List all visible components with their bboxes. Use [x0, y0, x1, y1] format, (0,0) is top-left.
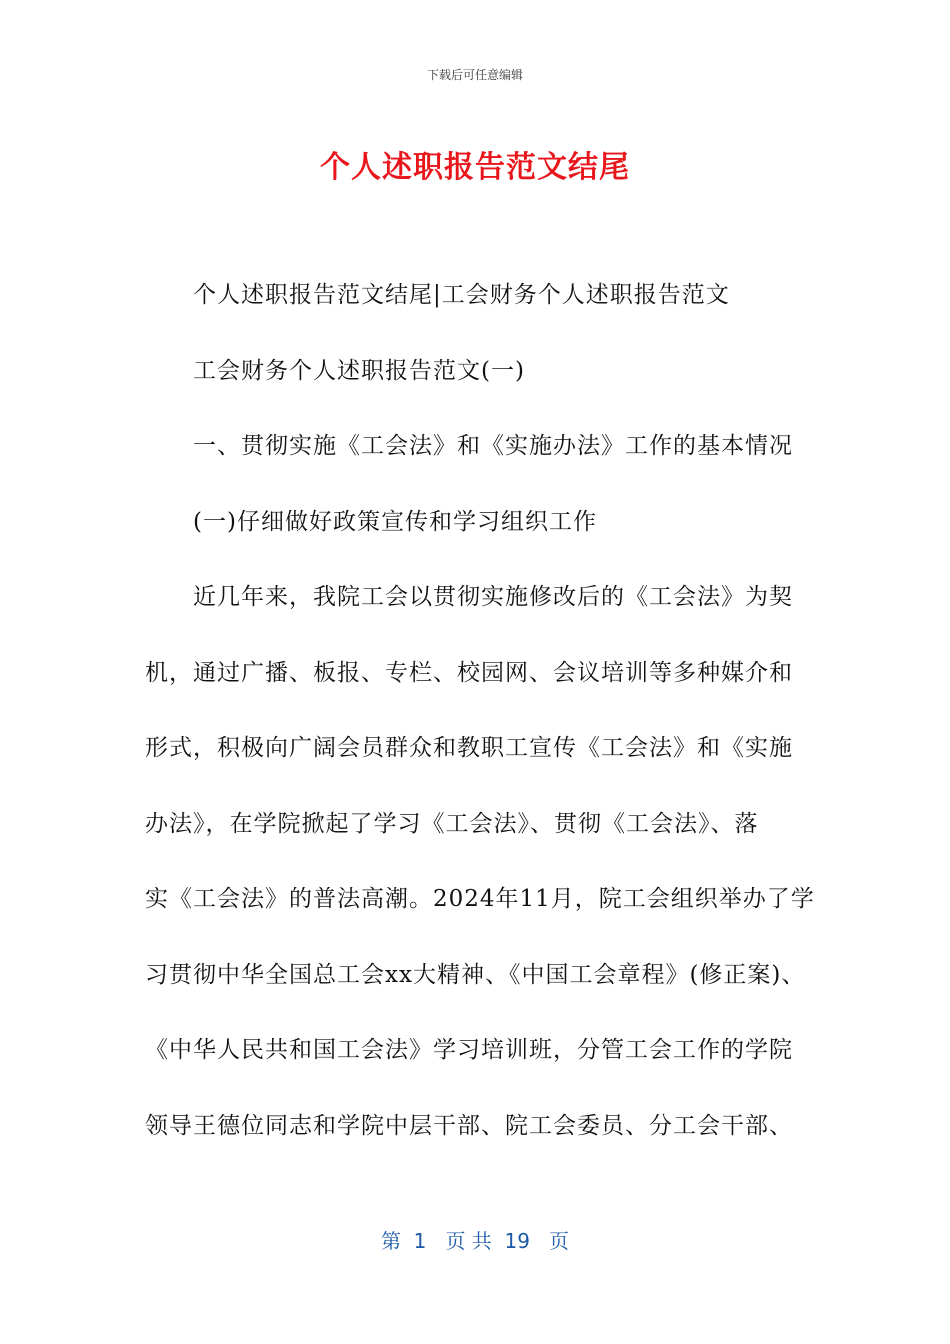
- body-line: 个人述职报告范文结尾|工会财务个人述职报告范文: [193, 282, 730, 308]
- document-title: 个人述职报告范文结尾: [320, 150, 630, 185]
- body-line: 《中华人民共和国工会法》学习培训班，分管工会工作的学院: [145, 1037, 793, 1063]
- document-body: [145, 270, 815, 1176]
- body-line: 领导王德位同志和学院中层干部、院工会委员、分工会干部、: [145, 1112, 793, 1139]
- body-line: 习贯彻中华全国总工会xx大精神、《中国工会章程》(修正案)、: [145, 961, 806, 988]
- body-line: 近几年来，我院工会以贯彻实施修改后的《工会法》为契: [193, 584, 793, 610]
- page-number: 第 1 页 共 19 页: [380, 1229, 570, 1253]
- body-line: 实《工会法》的普法高潮。2024年11月，院工会组织举办了学: [145, 886, 815, 912]
- body-line: 一、贯彻实施《工会法》和《实施办法》工作的基本情况: [193, 433, 793, 459]
- body-line: 工会财务个人述职报告范文(一): [193, 357, 525, 384]
- body-line: (一)仔细做好政策宣传和学习组织工作: [193, 508, 597, 535]
- body-line: 办法》，在学院掀起了学习《工会法》、贯彻《工会法》、落: [145, 810, 759, 837]
- body-line: 形式，积极向广阔会员群众和教职工宣传《工会法》和《实施: [145, 735, 793, 761]
- header-note: 下载后可任意编辑: [426, 68, 523, 82]
- body-line: 机，通过广播、板报、专栏、校园网、会议培训等多种媒介和: [145, 659, 793, 686]
